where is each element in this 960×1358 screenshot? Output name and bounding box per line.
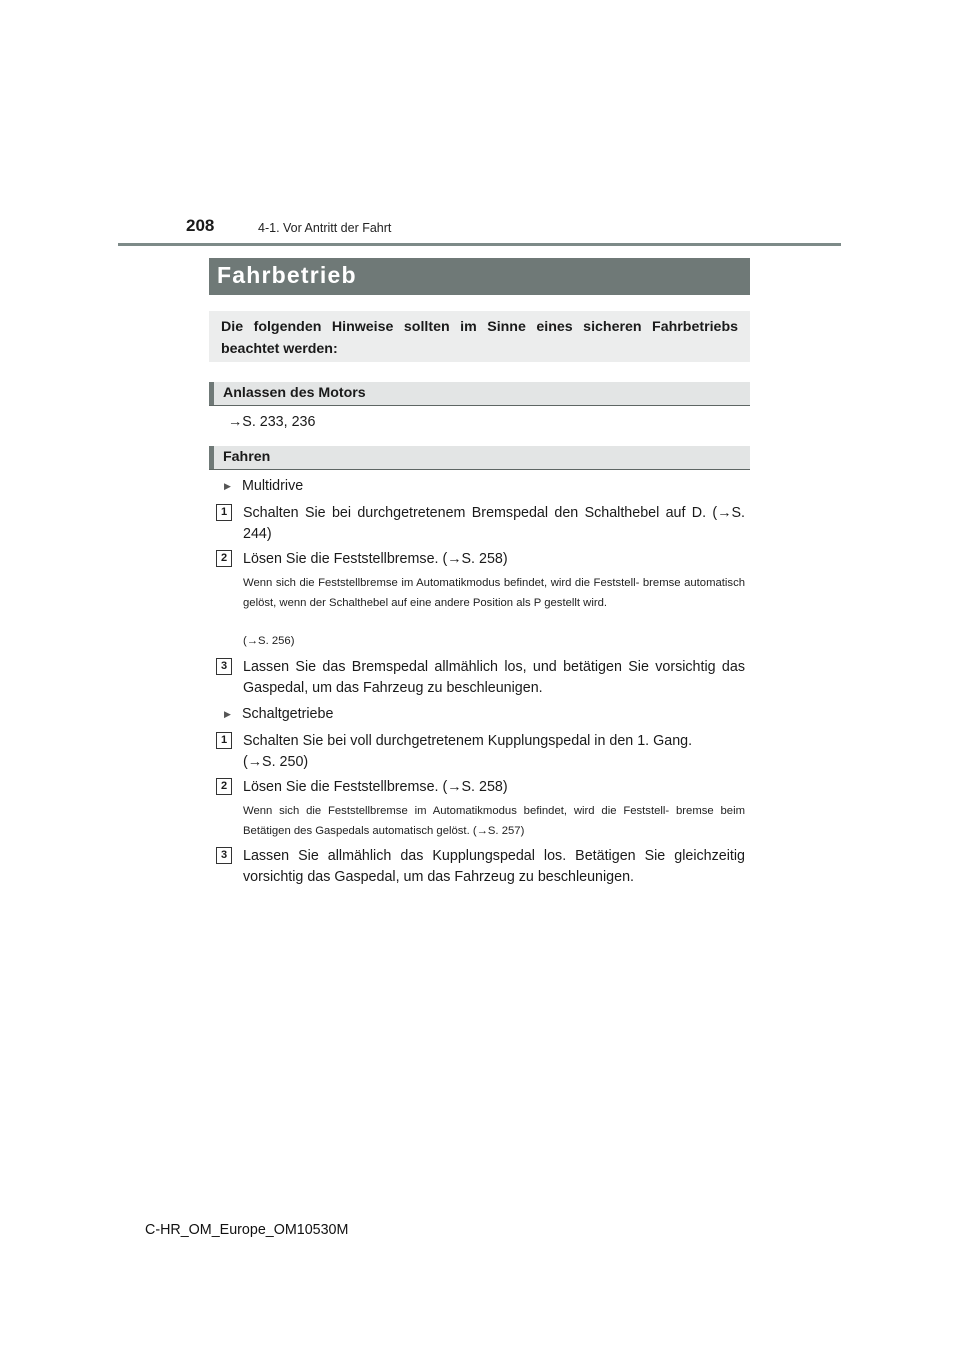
manual-step-2 xyxy=(216,777,745,798)
page-number: 208 xyxy=(186,216,215,235)
step-number-box: 2 xyxy=(216,778,232,795)
step-text: Lassen Sie das Bremspedal allmählich los, und betätigen Sie vorsichtig das Gaspedal, um das Fahrzeug zu beschleunigen. xyxy=(243,659,745,696)
section-heading-drive-label: Fahren xyxy=(223,449,271,465)
start-reference[interactable]: →S. 233, 236 xyxy=(228,414,316,430)
subheading-multidrive-label: Multidrive xyxy=(242,478,304,494)
step-text: Lösen Sie die Feststellbremse. (→S. 258) xyxy=(243,779,508,795)
footer-document-id: C-HR_OM_Europe_OM10530M xyxy=(145,1222,349,1238)
manual-step-1 xyxy=(216,731,745,773)
intro-text: Die folgenden Hinweise sollten im Sinne eines sicheren Fahrbetriebs beachtet werden: xyxy=(221,319,738,357)
manual-note: Wenn sich die Feststellbremse im Automatikmodus befindet, wird die Feststell- bremse beim Betätigen des Gaspedals automatisch gelöst. (→S. 257) xyxy=(243,805,745,837)
step-text: Schalten Sie bei durchgetretenem Bremspedal den Schalthebel auf D. (→S. 244) xyxy=(243,505,745,542)
manual-step-1-reference: (→S. 250) xyxy=(243,754,309,770)
step-number-box: 2 xyxy=(216,550,232,567)
subheading-multidrive xyxy=(224,478,303,494)
section-heading-start xyxy=(209,382,750,406)
step-number-box: 1 xyxy=(216,732,232,749)
multidrive-note: Wenn sich die Feststellbremse im Automatikmodus befindet, wird die Feststell- bremse automatisch gelöst, wenn der Schalthebel auf eine andere Position als P gestellt wird. xyxy=(243,577,745,609)
triangle-bullet-icon: ▶ xyxy=(224,709,231,719)
subheading-manual xyxy=(224,706,333,722)
page-title-bar xyxy=(209,258,750,295)
manual-step-3 xyxy=(216,846,745,888)
intro-box xyxy=(209,311,750,362)
multidrive-step-1 xyxy=(216,503,745,545)
step-text: Lassen Sie allmählich das Kupplungspedal los. Betätigen Sie gleichzeitig vorsichtig das Gaspedal, um das Fahrzeug zu beschleunigen. xyxy=(243,848,745,885)
multidrive-step-3 xyxy=(216,657,745,699)
step-number-box: 3 xyxy=(216,658,232,675)
step-text: Schalten Sie bei voll durchgetretenem Kupplungspedal in den 1. Gang. xyxy=(243,733,693,749)
header-rule xyxy=(118,243,841,246)
section-heading-start-label: Anlassen des Motors xyxy=(223,385,366,401)
chapter-heading: 4-1. Vor Antritt der Fahrt xyxy=(258,221,392,235)
subheading-manual-label: Schaltgetriebe xyxy=(242,706,334,722)
step-number-box: 1 xyxy=(216,504,232,521)
page-title: Fahrbetrieb xyxy=(217,262,357,288)
step-text: Lösen Sie die Feststellbremse. (→S. 258) xyxy=(243,551,508,567)
multidrive-step-2 xyxy=(216,549,745,570)
section-heading-drive xyxy=(209,446,750,470)
step-number-box: 3 xyxy=(216,847,232,864)
multidrive-note-reference: (→S. 256) xyxy=(243,635,295,647)
triangle-bullet-icon: ▶ xyxy=(224,481,231,491)
